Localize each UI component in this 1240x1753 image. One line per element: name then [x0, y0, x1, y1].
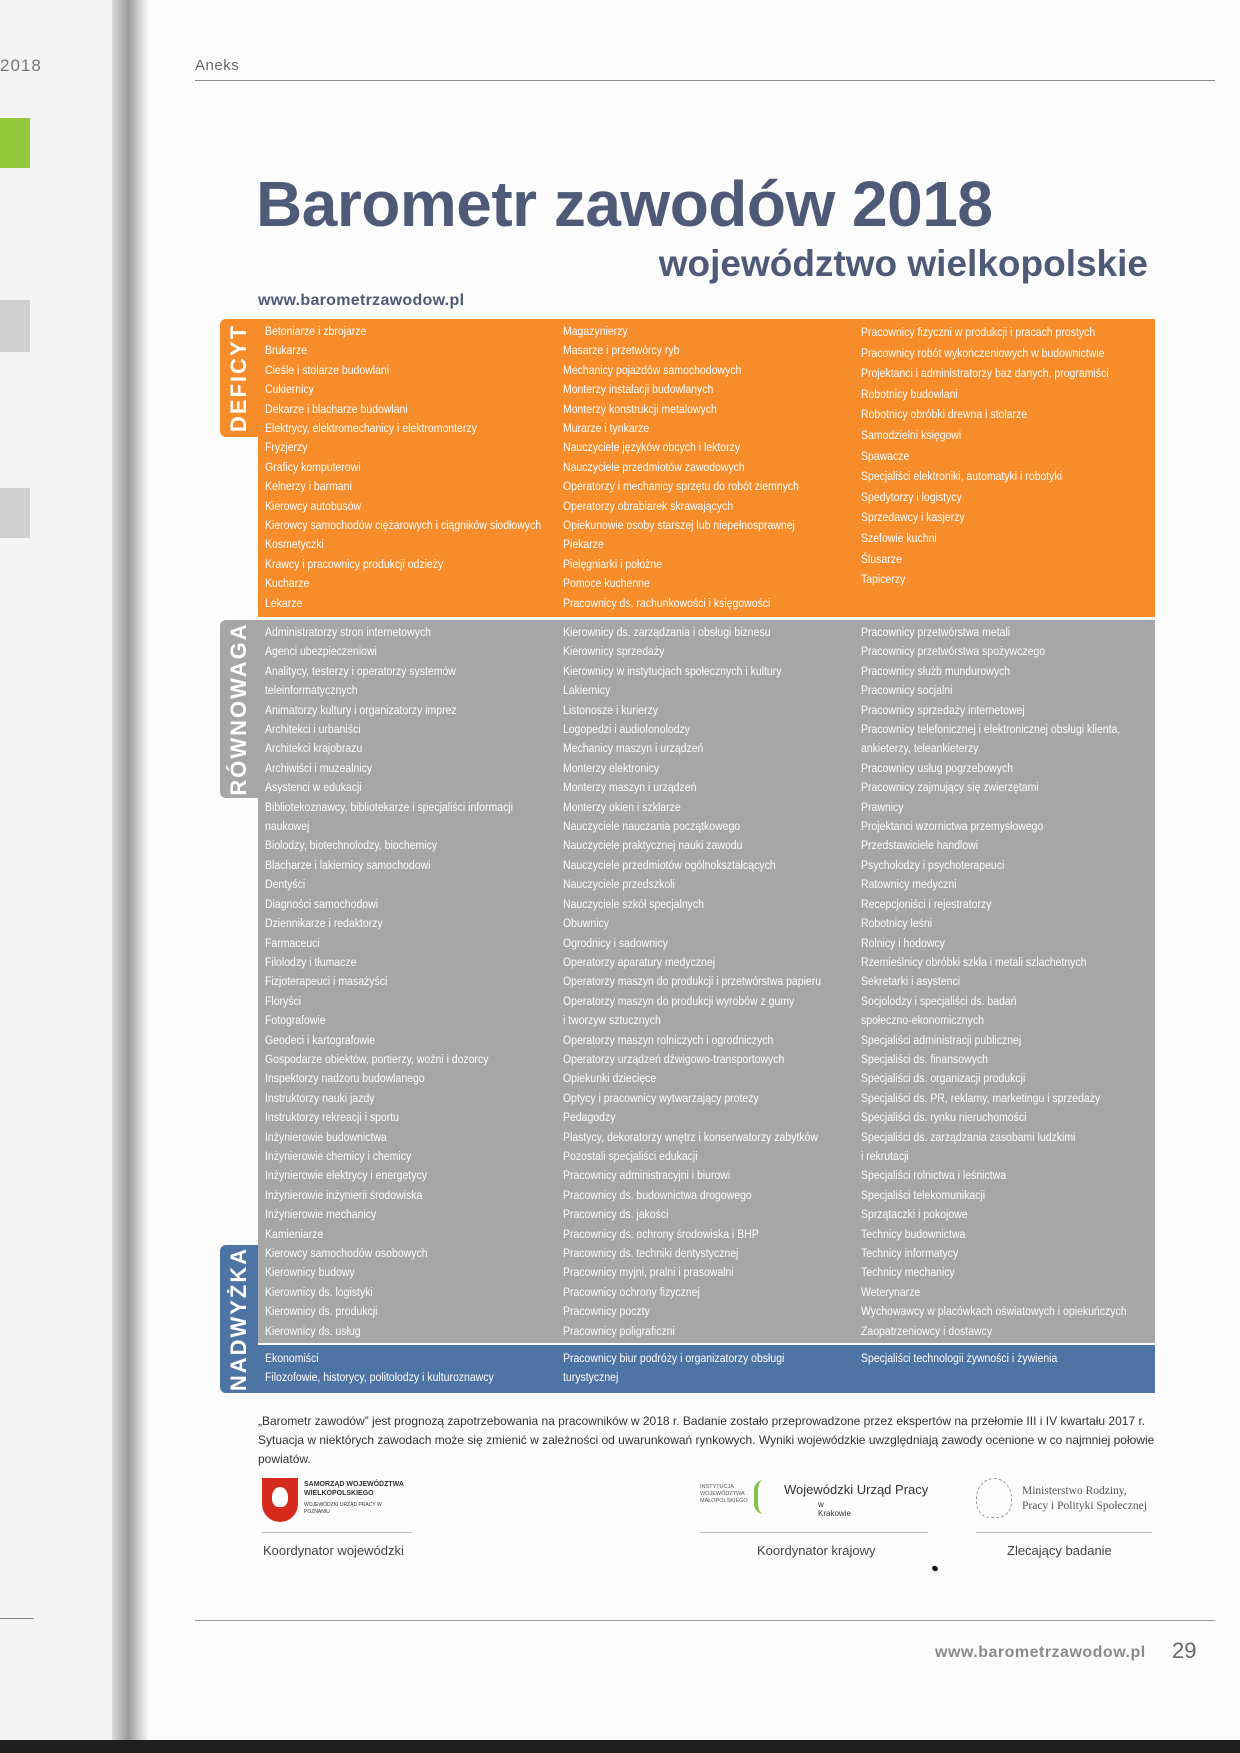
profession-item: Specjaliści administracji publicznej — [861, 1032, 1022, 1047]
profession-item: Dziennikarze i redaktorzy — [265, 916, 383, 931]
deficyt-tab — [220, 319, 258, 437]
deficyt-column-1 — [265, 322, 541, 613]
rownowaga-label: RÓWNOWAGA — [226, 622, 251, 796]
page-number: 29 — [1172, 1638, 1197, 1663]
profession-item: ankieterzy, teleankieterzy — [861, 741, 979, 756]
profession-item: Mechanicy pojazdów samochodowych — [563, 362, 742, 377]
profession-item: Fizjoterapeuci i masażyści — [265, 974, 388, 989]
profession-item: Specjaliści technologii żywności i żywienia — [861, 1351, 1058, 1365]
profession-item: Administratorzy stron internetowych — [265, 625, 432, 639]
profession-item: Pracownicy sprzedaży internetowej — [861, 702, 1025, 717]
profession-item: Przedstawiciele handlowi — [861, 838, 979, 853]
rownowaga-column-3 — [861, 623, 1127, 1341]
profession-item: Floryści — [265, 993, 302, 1008]
wup-logo-name: Wojewódzki Urząd Pracy — [784, 1482, 929, 1497]
profession-item: Pracownicy poligraficzni — [563, 1323, 675, 1338]
rownowaga-column-1 — [265, 623, 513, 1341]
profession-item: Operatorzy maszyn rolniczych i ogrodniczych — [563, 1032, 774, 1047]
profession-item: Pracownicy zajmujący się zwierzętami — [861, 780, 1039, 795]
role-rule — [700, 1532, 928, 1533]
deficyt-column-2 — [563, 322, 799, 613]
profession-item: Betoniarze i zbrojarze — [265, 324, 367, 338]
profession-item: Pracownicy administracyjni i biurowi — [563, 1168, 731, 1183]
profession-item: Szefowie kuchni — [861, 530, 937, 545]
profession-item: Nauczyciele przedszkoli — [563, 877, 675, 892]
profession-item: Kierownicy budowy — [265, 1265, 355, 1280]
profession-item: Pracownicy ds. ochrony środowiska i BHP — [563, 1226, 759, 1241]
profession-item: Graficy komputerowi — [265, 459, 361, 474]
profession-item: Sprzedawcy i kasjerzy — [861, 510, 965, 525]
profession-item: Ekonomiści — [265, 1351, 319, 1365]
role-coordinator-regional: Koordynator wojewódzki — [263, 1543, 404, 1558]
profession-item: Spedytorzy i logistycy — [861, 489, 962, 504]
profession-item: Monterzy maszyn i urządzeń — [563, 780, 697, 795]
profession-item: Dekarze i blacharze budowlani — [265, 401, 408, 416]
profession-item: Inspektorzy nadzoru budowlanego — [265, 1071, 425, 1086]
profession-item: Agenci ubezpieczeniowi — [265, 644, 377, 659]
rownowaga-tab — [220, 620, 258, 798]
profession-item: Technicy budownictwa — [861, 1226, 966, 1241]
profession-item: Piekarze — [563, 537, 604, 552]
profession-item: Wychowawcy w placówkach oświatowych i opiekuńczych — [861, 1304, 1127, 1319]
profession-item: Operatorzy urządzeń dźwigowo-transportowych — [563, 1051, 785, 1066]
profession-item: Nauczyciele przedmiotów ogólnokształcących — [563, 857, 776, 872]
profession-item: Pracownicy biur podróży i organizatorzy obsługi — [563, 1351, 785, 1365]
profession-item: Inżynierowie mechanicy — [265, 1207, 377, 1222]
deficyt-label: DEFICYT — [226, 323, 251, 433]
profession-item: Kierownicy ds. usług — [265, 1323, 361, 1338]
profession-item: Pracownicy ds. jakości — [563, 1207, 669, 1222]
profession-item: Inżynierowie elektrycy i energetycy — [265, 1168, 427, 1183]
profession-item: Fotografowie — [265, 1013, 326, 1028]
nadwyzka-label: NADWYŻKA — [226, 1246, 251, 1392]
profession-item: Gospodarze obiektów, portierzy, woźni i dozorcy — [265, 1051, 489, 1066]
profession-item: Kosmetyczki — [265, 537, 324, 552]
profession-item: Kierowcy samochodów ciężarowych i ciągników siodłowych — [265, 518, 542, 533]
profession-item: Specjaliści ds. organizacji produkcji — [861, 1071, 1026, 1086]
profession-item: Pracownicy ds. rachunkowości i księgowości — [563, 595, 771, 610]
profession-item: Diagności samochodowi — [265, 896, 379, 911]
profession-item: Pracownicy fizyczni w produkcji i pracach prostych — [861, 325, 1096, 339]
profession-item: Brukarze — [265, 343, 307, 358]
profession-item: turystycznej — [563, 1370, 619, 1385]
eagle-crest-icon — [262, 1478, 298, 1522]
profession-item: Elektrycy, elektromechanicy i elektromonterzy — [265, 421, 477, 436]
profession-item: Pracownicy robót wykończeniowych w budownictwie — [861, 345, 1105, 360]
profession-item: Pracownicy usług pogrzebowych — [861, 760, 1014, 775]
eagle-emblem-icon — [976, 1478, 1012, 1518]
profession-item: Monterzy instalacji budowlanych — [563, 382, 714, 397]
profession-item: Specjaliści ds. PR, reklamy, marketingu i sprzedaży — [861, 1090, 1101, 1105]
left-page-year: 2018 — [0, 56, 42, 75]
profession-item: Ratownicy medyczni — [861, 877, 957, 892]
profession-item: Specjaliści ds. finansowych — [861, 1051, 989, 1066]
profession-item: Krawcy i pracownicy produkcji odzieży — [265, 556, 444, 571]
samorzad-logo-subtitle: WOJEWÓDZKI URZĄD PRACY W POZNANIU — [304, 1502, 382, 1515]
profession-item: Nauczyciele przedmiotów zawodowych — [563, 459, 745, 474]
profession-item: Lekarze — [265, 595, 303, 610]
profession-item: Psycholodzy i psychoterapeuci — [861, 857, 1005, 872]
profession-item: Kucharze — [265, 576, 310, 591]
profession-item: Logopedzi i audiofonolodzy — [563, 722, 691, 737]
profession-item: Geodeci i kartografowie — [265, 1032, 376, 1047]
profession-item: Fryzjerzy — [265, 440, 308, 455]
header-rule — [195, 80, 1215, 81]
profession-item: Filolodzy i tłumacze — [265, 954, 357, 969]
role-commissioner: Zlecający badanie — [1007, 1543, 1112, 1558]
profession-item: Opiekunki dziecięce — [563, 1071, 657, 1086]
profession-item: Robotnicy leśni — [861, 916, 933, 931]
profession-item: Inżynierowie budownictwa — [265, 1129, 387, 1144]
profession-item: Pracownicy ochrony fizycznej — [563, 1284, 700, 1299]
profession-item: Robotnicy obróbki drewna i stolarze — [861, 407, 1028, 422]
website-link[interactable]: www.barometrzawodow.pl — [258, 292, 465, 309]
profession-item: Projektanci wzornictwa przemysłowego — [861, 819, 1044, 834]
profession-item: Monterzy elektronicy — [563, 760, 660, 775]
book-gutter — [112, 0, 148, 1753]
footer-rule — [195, 1620, 1215, 1621]
profession-item: Recepcjoniści i rejestratorzy — [861, 896, 992, 911]
profession-item: Sekretarki i asystenci — [861, 974, 961, 989]
profession-item: Kelnerzy i barmani — [265, 479, 352, 494]
profession-item: Pracownicy przetwórstwa metali — [861, 625, 1011, 639]
profession-item: Pomoce kuchenne — [563, 576, 650, 591]
profession-item: Pracownicy służb mundurowych — [861, 663, 1011, 678]
profession-item: społeczno-ekonomicznych — [861, 1013, 984, 1028]
profession-item: Inżynierowie chemicy i chemicy — [265, 1148, 412, 1163]
profession-item: Plastycy, dekoratorzy wnętrz i konserwatorzy zabytków — [563, 1129, 818, 1144]
left-page-edge — [0, 0, 130, 1753]
profession-item: Instruktorzy rekreacji i sportu — [265, 1110, 399, 1125]
footnote: „Barometr zawodów” jest prognozą zapotrzebowania na pracowników w 2018 r. Badanie zostało przeprowadzone przez ekspertów na przełomie III i IV kwartału 2017 r. Sytuacja w niektórych zawodach może się zmienić w zależności od uwarunkowań rynkowych. Wyniki wojewódzkie uwzględniają zawody ocenione w co najmniej połowie powiatów. — [258, 1414, 1155, 1466]
profession-item: naukowej — [265, 819, 310, 834]
profession-item: Instruktorzy nauki jazdy — [265, 1090, 375, 1105]
profession-item: Analitycy, testerzy i operatorzy systemów — [265, 663, 456, 678]
profession-item: Kierownicy ds. logistyki — [265, 1284, 373, 1299]
profession-item: Obuwnicy — [563, 916, 610, 931]
profession-item: Operatorzy aparatury medycznej — [563, 954, 716, 969]
profession-item: Kierowcy autobusów — [265, 498, 362, 513]
profession-item: Kierownicy ds. produkcji — [265, 1304, 378, 1319]
footer-website-link[interactable]: www.barometrzawodow.pl — [935, 1644, 1146, 1661]
profession-item: Pedagodzy — [563, 1110, 616, 1125]
profession-item: Dentyści — [265, 877, 306, 892]
page-title: Barometr zawodów 2018 — [256, 168, 993, 240]
left-page-gray-tab — [0, 300, 30, 352]
left-page-rule — [0, 1618, 34, 1619]
profession-item: Murarze i tynkarze — [563, 421, 650, 436]
profession-item: Filozofowie, historycy, politolodzy i kulturoznawcy — [265, 1370, 494, 1385]
profession-item: Kierownicy ds. zarządzania i obsługi biznesu — [563, 625, 771, 639]
profession-item: Architekci i urbaniści — [265, 722, 361, 737]
page-subtitle: województwo wielkopolskie — [658, 243, 1148, 284]
nadwyzka-column-3 — [861, 1349, 1057, 1368]
role-rule — [262, 1532, 412, 1533]
profession-item: Farmaceuci — [265, 935, 320, 950]
wup-logo-small-text: INSTYTUCJA WOJEWÓDZTWA MAŁOPOLSKIEGO — [700, 1484, 748, 1504]
role-coordinator-national: Koordynator krajowy — [757, 1543, 876, 1558]
scan-edge — [0, 1740, 1240, 1753]
profession-item: Blacharze i lakiernicy samochodowi — [265, 857, 431, 872]
nadwyzka-column-2 — [563, 1349, 784, 1388]
role-rule — [976, 1532, 1152, 1533]
profession-item: Optycy i pracownicy wytwarzający protezy — [563, 1090, 759, 1105]
profession-item: Pracownicy myjni, pralni i prasowalni — [563, 1265, 734, 1280]
profession-item: Ślusarze — [861, 551, 902, 566]
profession-item: Asystenci w edukacji — [265, 780, 362, 795]
ministerstwo-logo-name — [1022, 1484, 1147, 1514]
profession-item: Pracownicy socjalni — [861, 683, 953, 698]
profession-item: Kierownicy w instytucjach społecznych i kultury — [563, 663, 782, 678]
profession-item: Spawacze — [861, 448, 910, 463]
profession-item: Animatorzy kultury i organizatorzy imprez — [265, 702, 457, 717]
profession-item: Cukiernicy — [265, 382, 314, 397]
profession-item: Operatorzy i mechanicy sprzętu do robót ziemnych — [563, 479, 799, 494]
samorzad-logo-name: SAMORZĄD WOJEWÓDZTWA WIELKOPOLSKIEGO — [304, 1481, 404, 1497]
profession-item: Pracownicy telefonicznej i elektronicznej obsługi klienta, — [861, 722, 1121, 737]
profession-item: Architekci krajobrazu — [265, 741, 363, 756]
profession-item: Pracownicy poczty — [563, 1304, 650, 1319]
profession-item: Listonosze i kurierzy — [563, 702, 658, 717]
profession-item: Technicy informatycy — [861, 1246, 959, 1260]
profession-item: Socjolodzy i specjaliści ds. badań — [861, 993, 1017, 1008]
profession-item: Nauczyciele języków obcych i lektorzy — [563, 440, 741, 455]
deficyt-column-3 — [861, 322, 1109, 590]
profession-item: Sprzątaczki i pokojowe — [861, 1207, 968, 1222]
profession-item: i rekrutacji — [861, 1148, 909, 1163]
profession-item: Pracownicy przetwórstwa spożywczego — [861, 644, 1046, 659]
profession-item: Archiwiści i muzealnicy — [265, 760, 373, 775]
profession-item: Samodzielni księgowi — [861, 427, 962, 442]
profession-item: Lakiernicy — [563, 683, 611, 698]
profession-item: Bibliotekoznawcy, bibliotekarze i specjaliści informacji — [265, 799, 513, 814]
profession-item: Kierownicy sprzedaży — [563, 644, 665, 659]
left-page-green-tab — [0, 118, 30, 168]
profession-item: Technicy mechanicy — [861, 1265, 955, 1280]
rownowaga-column-2 — [563, 623, 821, 1341]
profession-item: i tworzyw sztucznych — [563, 1013, 661, 1028]
nadwyzka-tab — [220, 1245, 258, 1393]
profession-item: Robotnicy budowlani — [861, 386, 958, 401]
profession-item: Operatorzy obrabiarek skrawających — [563, 498, 734, 513]
profession-item: Specjaliści ds. rynku nieruchomości — [861, 1110, 1027, 1125]
profession-item: Inżynierowie inżynierii środowiska — [265, 1187, 423, 1202]
profession-item: Projektanci i administratorzy baz danych, programiści — [861, 366, 1109, 381]
wup-mark-icon — [754, 1480, 772, 1514]
profession-item: Rolnicy i hodowcy — [861, 935, 945, 950]
section-header: Aneks — [195, 57, 240, 74]
profession-item: Mechanicy maszyn i urządzeń — [563, 741, 704, 756]
ministerstwo-line-1: Ministerstwo Rodziny, — [1022, 1485, 1127, 1497]
profession-item: Magazynierzy — [563, 324, 628, 338]
profession-item: Zaopatrzeniowcy i dostawcy — [861, 1323, 993, 1338]
profession-item: Pozostali specjaliści edukacji — [563, 1148, 698, 1163]
profession-item: Pracownicy ds. techniki dentystycznej — [563, 1246, 739, 1260]
profession-item: Pracownicy ds. budownictwa drogowego — [563, 1187, 752, 1202]
profession-item: Rzemieślnicy obróbki szkła i metali szlachetnych — [861, 954, 1087, 969]
profession-item: Nauczyciele szkół specjalnych — [563, 896, 704, 911]
profession-item: Monterzy okien i szklarze — [563, 799, 681, 814]
profession-item: Nauczyciele praktycznej nauki zawodu — [563, 838, 743, 853]
nadwyzka-column-1 — [265, 1349, 494, 1388]
profession-item: Weterynarze — [861, 1284, 921, 1299]
profession-item: Prawnicy — [861, 799, 904, 814]
profession-item: Pielęgniarki i położne — [563, 556, 663, 571]
profession-item: Specjaliści telekomunikacji — [861, 1187, 986, 1202]
wup-logo-city: w Krakowie — [818, 1500, 851, 1518]
profession-item: Specjaliści ds. zarządzania zasobami ludzkimi — [861, 1129, 1076, 1144]
profession-item: Tapicerzy — [861, 572, 906, 587]
profession-item: Ogrodnicy i sadownicy — [563, 935, 668, 950]
profession-item: Biolodzy, biotechnolodzy, biochemicy — [265, 838, 438, 853]
profession-item: Monterzy konstrukcji metalowych — [563, 401, 717, 416]
profession-item: teleinformatycznych — [265, 683, 358, 698]
profession-item: Masarze i przetwórcy ryb — [563, 343, 680, 358]
profession-item: Specjaliści rolnictwa i leśnictwa — [861, 1168, 1007, 1183]
profession-item: Operatorzy maszyn do produkcji wyrobów z gumy — [563, 993, 795, 1008]
profession-item: Specjaliści elektroniki, automatyki i robotyki — [861, 469, 1062, 484]
profession-item: Opiekunowie osoby starszej lub niepełnosprawnej — [563, 518, 795, 533]
profession-item: Operatorzy maszyn do produkcji i przetwórstwa papieru — [563, 974, 822, 989]
profession-item: Kierowcy samochodów osobowych — [265, 1246, 428, 1260]
profession-item: Kamieniarze — [265, 1226, 324, 1241]
profession-item: Cieśle i stolarze budowlani — [265, 362, 390, 377]
profession-item: Nauczyciele nauczania początkowego — [563, 819, 741, 834]
ministerstwo-line-2: Pracy i Polityki Społecznej — [1022, 1500, 1147, 1512]
left-page-gray-tab — [0, 488, 30, 538]
